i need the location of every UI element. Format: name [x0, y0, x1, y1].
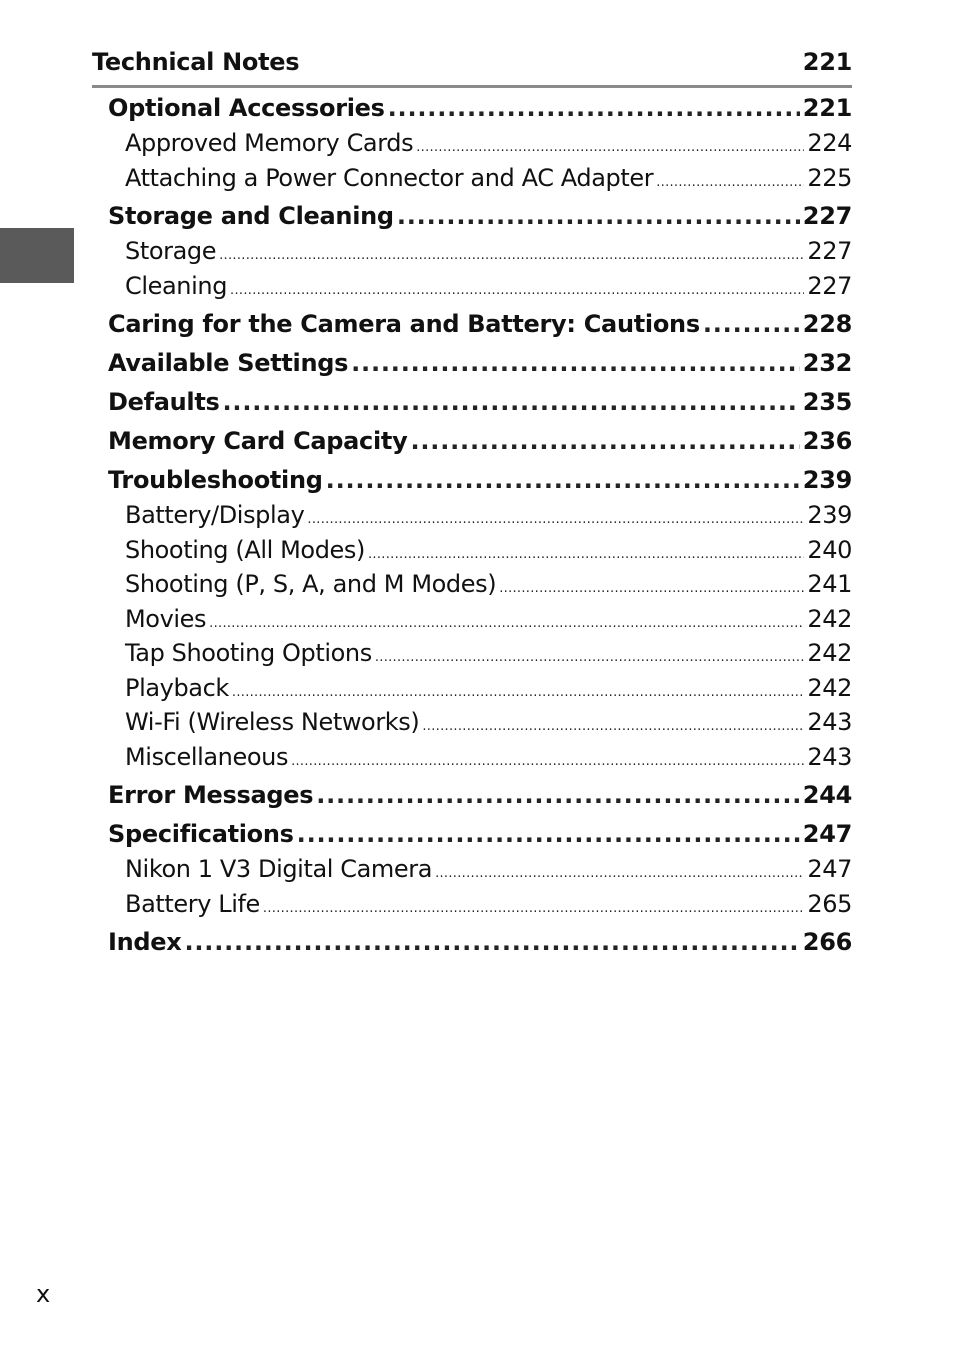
toc-entry[interactable] [108, 388, 852, 427]
dot-leader [209, 616, 804, 631]
dot-leader [351, 349, 800, 377]
toc-entry-page: 243 [807, 742, 852, 771]
toc-entry-title: Troubleshooting [108, 466, 323, 494]
toc-entry-page: 235 [802, 388, 852, 416]
toc-entry-title: Storage and Cleaning [108, 202, 394, 230]
toc-entry-page: 247 [807, 855, 852, 883]
toc-subentry[interactable] [108, 501, 852, 536]
dot-leader [368, 547, 804, 562]
dot-leader [316, 781, 800, 809]
toc-entry-page: 266 [802, 928, 852, 956]
toc-entry[interactable] [108, 820, 852, 859]
dot-leader [410, 427, 799, 455]
toc-entry-title: Defaults [108, 388, 220, 416]
toc-entry-title: Index [108, 928, 182, 956]
toc-entry[interactable] [108, 349, 852, 388]
dot-leader [230, 283, 804, 298]
toc-subentry[interactable] [108, 890, 852, 925]
toc-entry-page: 236 [802, 427, 852, 455]
toc-entry-title: Available Settings [108, 349, 349, 377]
toc-entry-title: Wi-Fi (Wireless Networks) [125, 708, 420, 736]
toc-entry[interactable] [108, 781, 852, 820]
toc-entry-page: 244 [802, 781, 852, 809]
dot-leader [232, 685, 805, 700]
toc-entry-title: Tap Shooting Options [125, 639, 372, 667]
toc-entry-page: 225 [807, 163, 852, 192]
dot-leader [326, 466, 800, 494]
toc-subentry[interactable] [108, 570, 852, 605]
toc-subentry[interactable] [108, 536, 852, 571]
toc-entry-page: 240 [807, 535, 852, 564]
toc-subentry[interactable] [108, 164, 852, 199]
dot-leader [307, 512, 804, 527]
toc-subentry[interactable] [108, 129, 852, 164]
dot-leader [435, 866, 804, 881]
toc-entry-page: 227 [807, 237, 852, 265]
dot-leader [703, 310, 800, 338]
toc-subentry[interactable] [108, 674, 852, 709]
toc-entry-page: 242 [807, 639, 852, 667]
toc-subentry[interactable] [108, 237, 852, 272]
toc-entry-title: Battery/Display [125, 501, 305, 529]
toc-entry-title: Memory Card Capacity [108, 427, 408, 455]
toc-entry[interactable] [108, 928, 852, 967]
section-thumb-tab [0, 228, 74, 283]
toc-entry-title: Playback [125, 673, 229, 702]
dot-leader [375, 650, 805, 665]
toc-entry-page: 265 [807, 889, 852, 918]
toc-entry-page: 221 [802, 94, 852, 122]
page-number: x [36, 1280, 51, 1308]
dot-leader [297, 820, 800, 848]
toc-entry-page: 242 [807, 604, 852, 633]
toc-entry-page: 227 [802, 202, 852, 230]
toc-subentry[interactable] [108, 743, 852, 778]
dot-leader [223, 388, 800, 416]
toc-entry-page: 239 [802, 466, 852, 494]
toc-entry-title: Optional Accessories [108, 94, 385, 122]
toc-entry-page: 224 [807, 129, 852, 157]
toc-entry[interactable] [108, 427, 852, 466]
dot-leader [219, 248, 804, 263]
dot-leader [291, 754, 804, 769]
dot-leader [656, 175, 804, 190]
table-of-contents [108, 94, 852, 967]
toc-entry-page: 241 [807, 570, 852, 598]
toc-entry-title: Miscellaneous [125, 742, 289, 771]
toc-entry-title: Shooting (All Modes) [125, 535, 365, 564]
toc-entry-title: Caring for the Camera and Battery: Cautions [108, 310, 700, 338]
toc-entry-title: Storage [125, 237, 217, 265]
toc-subentry[interactable] [108, 605, 852, 640]
section-page-number: 221 [802, 48, 852, 76]
toc-entry[interactable] [108, 310, 852, 349]
toc-entry-page: 228 [802, 310, 852, 338]
toc-entry-page: 247 [802, 820, 852, 848]
toc-entry-page: 243 [807, 708, 852, 736]
toc-entry-title: Battery Life [125, 889, 260, 918]
toc-entry[interactable] [108, 466, 852, 505]
toc-entry-title: Attaching a Power Connector and AC Adapter [125, 163, 654, 192]
toc-subentry[interactable] [108, 272, 852, 307]
toc-entry-title: Specifications [108, 820, 294, 848]
dot-leader [422, 719, 804, 734]
toc-subentry[interactable] [108, 639, 852, 674]
toc-entry-title: Cleaning [125, 271, 228, 300]
dot-leader [416, 140, 804, 155]
section-title: Technical Notes [92, 48, 300, 76]
toc-entry-title: Nikon 1 V3 Digital Camera [125, 855, 433, 883]
toc-entry-page: 239 [807, 501, 852, 529]
toc-entry-title: Approved Memory Cards [125, 129, 414, 157]
toc-entry-page: 227 [807, 271, 852, 300]
header-divider [92, 85, 852, 88]
toc-subentry[interactable] [108, 855, 852, 890]
dot-leader [499, 581, 804, 596]
dot-leader [263, 901, 804, 916]
toc-entry-page: 242 [807, 673, 852, 702]
toc-entry-title: Error Messages [108, 781, 314, 809]
dot-leader [388, 94, 800, 122]
toc-entry-title: Movies [125, 604, 207, 633]
toc-entry-page: 232 [802, 349, 852, 377]
toc-entry[interactable] [108, 94, 852, 133]
dot-leader [397, 202, 800, 230]
section-header [92, 48, 852, 84]
toc-subentry[interactable] [108, 708, 852, 743]
dot-leader [184, 928, 799, 956]
toc-entry[interactable] [108, 202, 852, 241]
toc-entry-title: Shooting (P, S, A, and M Modes) [125, 570, 497, 598]
